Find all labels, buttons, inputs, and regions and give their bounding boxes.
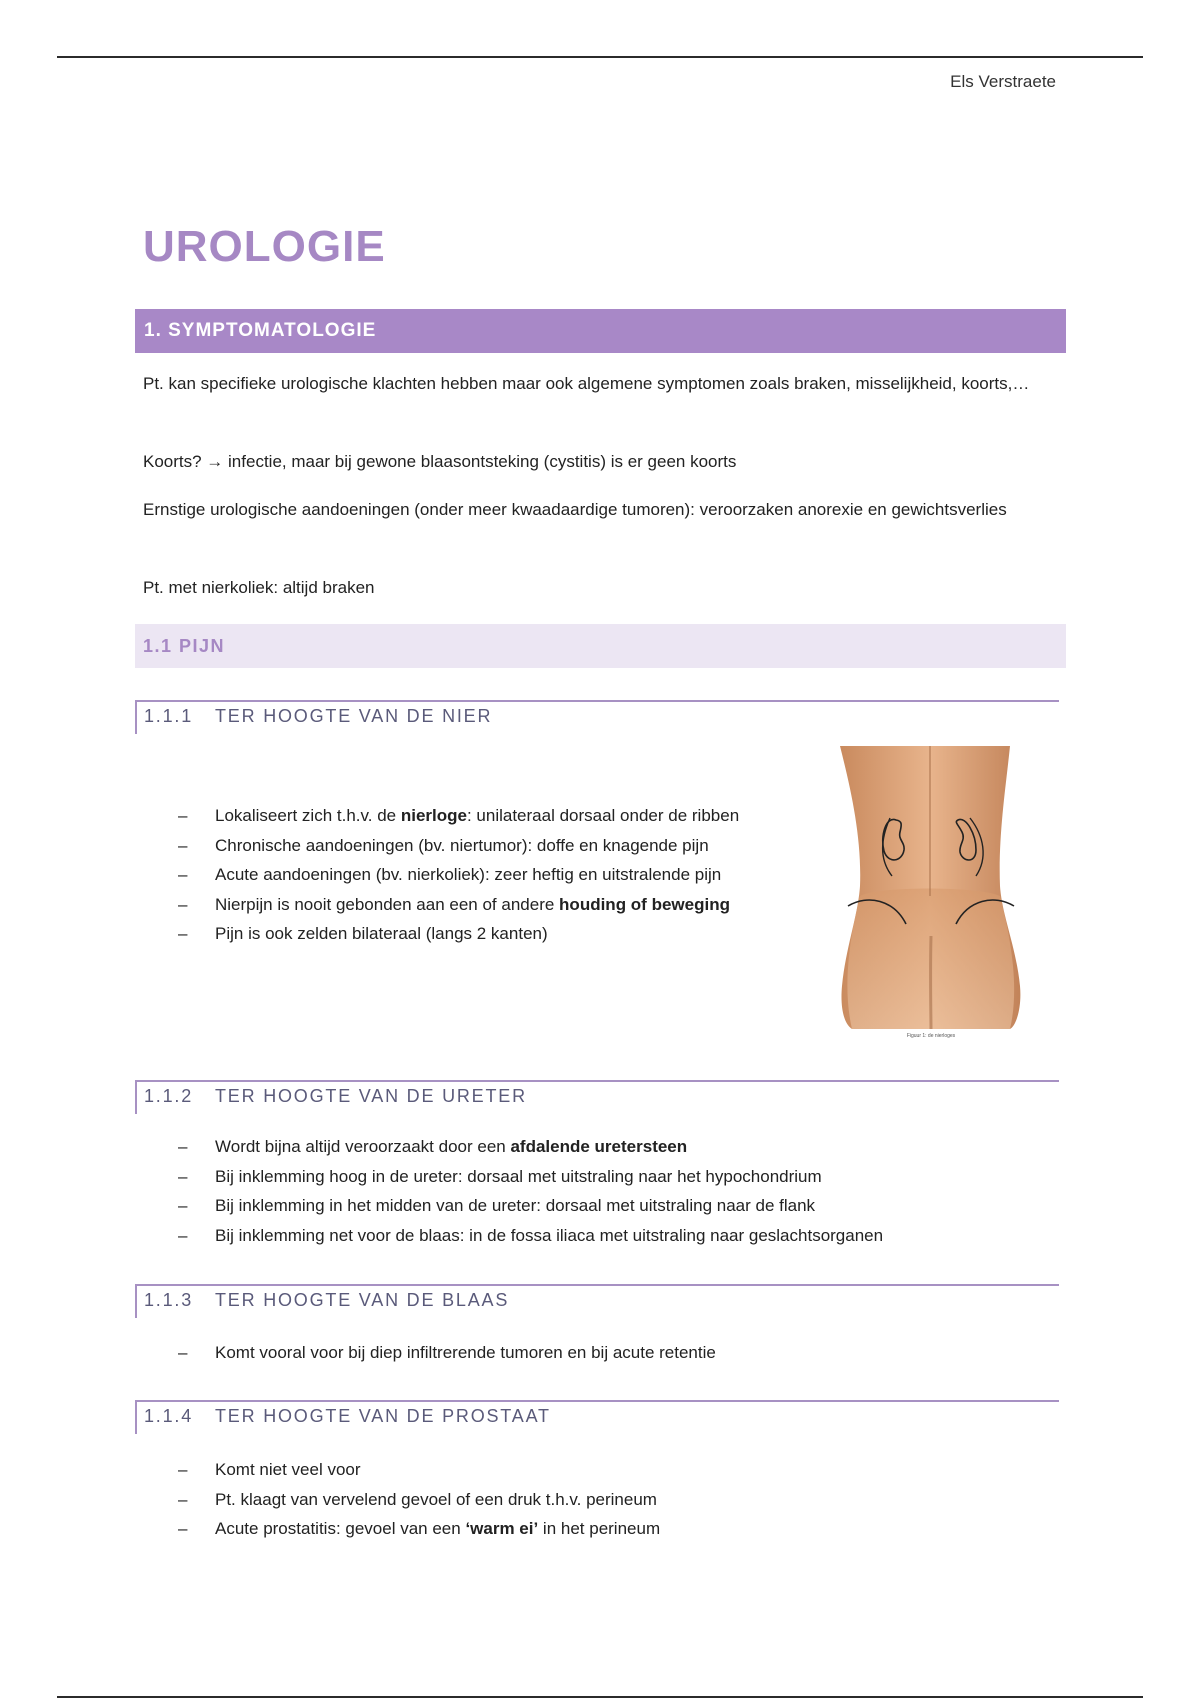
footer-rule (57, 1696, 1143, 1698)
heading-kidney (135, 700, 1059, 734)
header-rule (57, 56, 1143, 58)
heading-ureter (135, 1080, 1059, 1114)
author-name: Els Verstraete (950, 72, 1056, 91)
list-item: – Bij inklemming in het midden van de ureter: dorsaal met uitstraling naar de flank (178, 1191, 883, 1221)
list-item: – Pt. klaagt van vervelend gevoel of een druk t.h.v. perineum (178, 1485, 660, 1515)
list-item: – Lokaliseert zich t.h.v. de nierloge: unilateraal dorsaal onder de ribben (178, 801, 739, 831)
list-item: – Pijn is ook zelden bilateraal (langs 2 kanten) (178, 919, 739, 949)
list-item: – Bij inklemming net voor de blaas: in de fossa iliaca met uitstraling naar geslachtsorganen (178, 1221, 883, 1251)
list-item: – Wordt bijna altijd veroorzaakt door een afdalende uretersteen (178, 1132, 883, 1162)
list-item: – Komt vooral voor bij diep infiltrerende tumoren en bij acute retentie (178, 1338, 716, 1368)
heading-text: TER HOOGTE VAN DE BLAAS (215, 1290, 510, 1310)
heading-number: 1.1.2 (144, 1086, 194, 1106)
heading-text: TER HOOGTE VAN DE NIER (215, 706, 493, 726)
list-item: – Acute aandoeningen (bv. nierkoliek): zeer heftig en uitstralende pijn (178, 860, 739, 890)
heading-prostate (135, 1400, 1059, 1434)
section-heading-symptomatologie: 1. SYMPTOMATOLOGIE (135, 309, 1066, 353)
heading-text: TER HOOGTE VAN DE PROSTAAT (215, 1406, 551, 1426)
prostate-pain-list (178, 1455, 660, 1544)
paragraph-fever: Koorts? → infectie, maar bij gewone blaasontsteking (cystitis) is er geen koorts (143, 452, 737, 471)
figure-kidney-area (838, 746, 1024, 1039)
list-item: – Bij inklemming hoog in de ureter: dorsaal met uitstraling naar het hypochondrium (178, 1162, 883, 1192)
paragraph-general-symptoms: Pt. kan specifieke urologische klachten hebben maar ook algemene symptomen zoals braken, misselijkheid, koorts,… (143, 374, 1030, 393)
ureter-pain-list (178, 1132, 883, 1250)
list-item: – Acute prostatitis: gevoel van een ‘warm ei’ in het perineum (178, 1514, 660, 1544)
heading-number: 1.1.3 (144, 1290, 194, 1310)
paragraph-renal-colic: Pt. met nierkoliek: altijd braken (143, 578, 375, 597)
heading-text: TER HOOGTE VAN DE URETER (215, 1086, 527, 1106)
heading-number: 1.1.4 (144, 1406, 194, 1426)
bladder-pain-list (178, 1338, 716, 1368)
document-title: UROLOGIE (143, 222, 386, 271)
back-illustration (838, 746, 1024, 1029)
heading-number: 1.1.1 (144, 706, 194, 726)
list-item: – Nierpijn is nooit gebonden aan een of andere houding of beweging (178, 890, 739, 920)
list-item: – Chronische aandoeningen (bv. niertumor): doffe en knagende pijn (178, 831, 739, 861)
paragraph-serious-conditions: Ernstige urologische aandoeningen (onder meer kwaadaardige tumoren): veroorzaken anorexie en gewichtsverlies (143, 500, 1007, 519)
subsection-heading-pijn: 1.1 PIJN (135, 624, 1066, 668)
kidney-pain-list (178, 801, 739, 949)
heading-bladder (135, 1284, 1059, 1318)
list-item: – Komt niet veel voor (178, 1455, 660, 1485)
figure-caption: Figuur 1: de nierloges (906, 1033, 956, 1039)
